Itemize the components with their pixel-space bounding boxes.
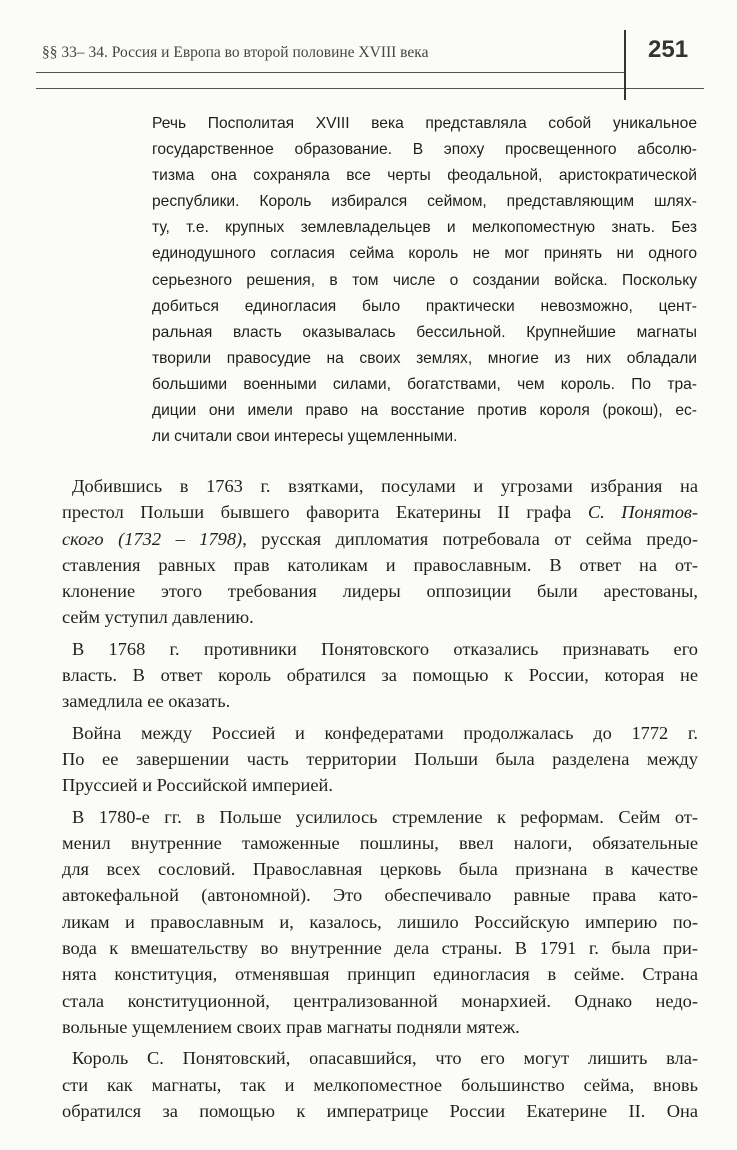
- boxed-line: большими военными силами, богатствами, чем король. По тра-: [152, 375, 697, 393]
- boxed-line: добиться единогласия было практически невозможно, цент-: [152, 297, 697, 315]
- boxed-line: Речь Посполитая XVIII века представляла собой уникальное: [152, 115, 697, 132]
- text-line: автокефальной (автономной). Это обеспечивало равные права като-: [62, 885, 698, 906]
- boxed-line: серьезного решения, в том числе о создании войска. Поскольку: [152, 271, 697, 289]
- text-line: сти как магнаты, так и мелкопоместное большинство сейма, вновь: [62, 1074, 698, 1095]
- text-line: В 1768 г. противники Понятовского отказались признавать его: [72, 638, 698, 659]
- text-line: Война между Россией и конфедератами продолжалась до 1772 г.: [72, 722, 698, 743]
- text-line: нята конституция, отменявшая принцип единогласия в сейме. Страна: [62, 964, 698, 985]
- text-line: вода к вмешательству во внутренние дела страны. В 1791 г. была при-: [62, 938, 698, 959]
- text-line: Пруссией и Российской империей.: [62, 775, 333, 796]
- text-line: клонение этого требования лидеры оппозиции были арестованы,: [62, 581, 698, 602]
- person-name: С. Понятов-: [587, 502, 698, 523]
- text-line: В 1780-е гг. в Польше усилилось стремление к реформам. Сейм от-: [72, 806, 698, 827]
- text-line: [62, 499, 698, 525]
- sidebar-text-block: [152, 111, 697, 450]
- running-title: §§ 33– 34. Россия и Европа во второй половине XVIII века: [42, 44, 429, 61]
- page-number: 251: [648, 36, 689, 63]
- page-header: [36, 30, 704, 78]
- boxed-line: диции они имели право на восстание против короля (рокош), ес-: [152, 402, 697, 420]
- boxed-line: тизма она сохраняла все черты феодальной, аристократической: [152, 167, 697, 185]
- header-rule-bottom: [36, 88, 704, 89]
- text-line: ставления равных прав католикам и православным. В ответ на от-: [62, 554, 698, 575]
- text-line: сейм уступил давлению.: [62, 607, 254, 628]
- header-divider: [624, 30, 626, 100]
- boxed-line: творили правосудие на своих землях, многие из них обладали: [152, 349, 697, 367]
- paragraph: [62, 804, 698, 1041]
- header-rule-top: [36, 72, 624, 73]
- text-line: власть. В ответ король обратился за помощью к России, которая не: [62, 665, 698, 686]
- paragraph: [62, 636, 698, 715]
- boxed-line: ральная власть оказывалась бессильной. Крупнейшие магнаты: [152, 323, 697, 341]
- text-run: престол Польши бывшего фаворита Екатерины II графа: [62, 502, 588, 523]
- boxed-line: ли считали свои интересы ущемленными.: [152, 428, 458, 446]
- text-run: , русская дипломатия потребовала от сейма предо-: [242, 528, 698, 549]
- main-text: [62, 473, 698, 1129]
- paragraph: [62, 720, 698, 799]
- text-line: для всех сословий. Православная церковь была признана в качестве: [62, 859, 698, 880]
- person-name-cont: ского (1732 – 1798): [62, 528, 243, 549]
- boxed-line: республики. Король избирался сеймом, представляющим шлях-: [152, 193, 697, 211]
- text-line: вольные ущемлением своих прав магнаты подняли мятеж.: [62, 1016, 520, 1037]
- text-line: [62, 526, 698, 552]
- boxed-line: единодушного согласия сейма король не мог принять ни одного: [152, 245, 697, 263]
- boxed-line: государственное образование. В эпоху просвещенного абсолю-: [152, 141, 697, 159]
- text-line: замедлила ее оказать.: [62, 691, 231, 712]
- text-line: обратился за помощью к императрице России Екатерине II. Она: [62, 1100, 698, 1121]
- boxed-line: ту, т.е. крупных землевладельцев и мелкопоместную знать. Без: [152, 219, 697, 237]
- text-line: По ее завершении часть территории Польши была разделена между: [62, 748, 698, 769]
- paragraph: [62, 473, 698, 631]
- text-line: Добившись в 1763 г. взятками, посулами и угрозами избрания на: [72, 476, 698, 496]
- paragraph: [62, 1045, 698, 1124]
- text-line: ликам и православным и, казалось, лишило Российскую империю по-: [62, 911, 698, 932]
- text-line: Король С. Понятовский, опасавшийся, что его могут лишить вла-: [72, 1048, 698, 1069]
- text-line: стала конституционной, централизованной монархией. Однако недо-: [62, 990, 698, 1011]
- text-line: менил внутренние таможенные пошлины, ввел налоги, обязательные: [62, 832, 698, 853]
